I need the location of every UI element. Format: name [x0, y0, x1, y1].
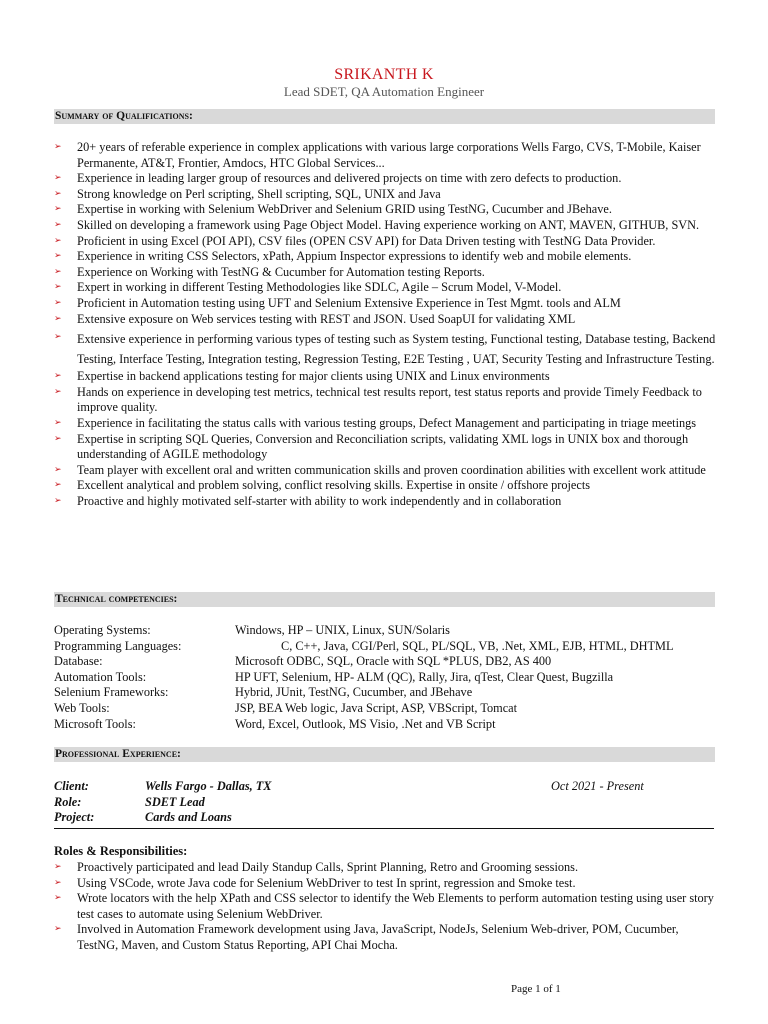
summary-item: ➢ Expertise in scripting SQL Queries, Conversion and Reconciliation scripts, validating XML logs in UNIX box and thorough understanding of AGILE methodology	[54, 432, 718, 463]
tech-label: Web Tools:	[54, 700, 110, 715]
summary-item: ➢ Hands on experience in developing test metrics, technical test results report, test status reports and provide Timely Feedback to improve quality.	[54, 385, 718, 416]
job-project-row	[54, 810, 714, 826]
client-label: Client:	[54, 779, 89, 793]
tech-row	[54, 717, 718, 733]
technical-table	[54, 623, 718, 732]
candidate-name: SRIKANTH K	[334, 66, 434, 83]
summary-item: ➢ Expertise in working with Selenium WebDriver and Selenium GRID using TestNG, Cucumber and JBehave.	[54, 202, 718, 218]
candidate-title: Lead SDET, QA Automation Engineer	[283, 84, 485, 99]
summary-item: ➢ Experience in writing CSS Selectors, xPath, Appium Inspector expressions to identify web and mobile elements.	[54, 249, 718, 265]
tech-value: Microsoft ODBC, SQL, Oracle with SQL *PLUS, DB2, AS 400	[235, 654, 552, 669]
summary-item: ➢ Extensive exposure on Web services testing with REST and JSON. Used SoapUI for validating XML	[54, 312, 718, 328]
job-dates: Oct 2021 - Present	[551, 779, 644, 793]
summary-item: ➢ Experience on Working with TestNG & Cucumber for Automation testing Reports.	[54, 265, 718, 281]
page-number: Page 1 of 1	[511, 983, 561, 995]
summary-item: ➢ Experience in leading larger group of resources and delivered projects on time with zero defects to production.	[54, 171, 718, 187]
responsibility-item: ➢ Wrote locators with the help XPath and CSS selector to identify the Web Elements to perform automation testing using user story test cases to automate using Selenium WebDriver.	[54, 891, 718, 922]
tech-label: Operating Systems:	[54, 623, 151, 637]
project-name: Cards and Loans	[145, 810, 232, 824]
technical-heading: Technical competencies:	[54, 592, 715, 607]
tech-value: Word, Excel, Outlook, MS Visio, .Net and VB Script	[235, 716, 496, 731]
tech-value: HP UFT, Selenium, HP- ALM (QC), Rally, Jira, qTest, Clear Quest, Bugzilla	[235, 669, 614, 684]
responsibility-item: ➢ Involved in Automation Framework development using Java, JavaScript, NodeJs, Selenium Web-driver, POM, Cucumber, TestNG, Maven, and Custom Status Reporting, API Chai Mocha.	[54, 922, 718, 953]
role-name: SDET Lead	[145, 794, 205, 809]
role-label: Role:	[54, 794, 82, 809]
summary-item: ➢ Team player with excellent oral and written communication skills and proven coordination abilities with excellent work attitude	[54, 463, 718, 479]
summary-item: ➢ Expert in working in different Testing Methodologies like SDLC, Agile – Scrum Model, V-Model.	[54, 280, 718, 296]
job-role-row	[54, 795, 714, 811]
tech-row	[54, 701, 718, 717]
project-label: Project:	[54, 810, 95, 824]
summary-item: ➢ Extensive experience in performing various types of testing such as System testing, Functional testing, Database testing, Backend Testing, Interface Testing, Integration testing, Regression Testing, E2E Testing , UAT, Security Testing and Infrastructure Testing.	[54, 327, 718, 369]
responsibility-item: ➢ Proactively participated and lead Daily Standup Calls, Sprint Planning, Retro and Grooming sessions.	[54, 860, 718, 876]
tech-row	[54, 623, 718, 639]
job-client-row	[54, 779, 714, 795]
summary-item: ➢ Proficient in using Excel (POI API), CSV files (OPEN CSV API) for Data Driven testing with TestNG Data Provider.	[54, 234, 718, 250]
summary-list	[54, 140, 718, 509]
tech-row	[54, 670, 718, 686]
summary-item: ➢ Expertise in backend applications testing for major clients using UNIX and Linux environments	[54, 369, 718, 385]
tech-value: JSP, BEA Web logic, Java Script, ASP, VBScript, Tomcat	[235, 700, 518, 715]
job-header	[54, 779, 714, 826]
tech-label: Programming Languages:	[54, 638, 182, 653]
tech-value: C, C++, Java, CGI/Perl, SQL, PL/SQL, VB, .Net, XML, EJB, HTML, DHTML	[281, 638, 674, 653]
tech-row	[54, 639, 718, 655]
summary-item: ➢ Skilled on developing a framework using Page Object Model. Having experience working on ANT, MAVEN, GITHUB, SVN.	[54, 218, 718, 234]
summary-item: ➢ Experience in facilitating the status calls with various testing groups, Defect Management and participating in triage meetings	[54, 416, 718, 432]
tech-label: Database:	[54, 654, 103, 669]
tech-label: Automation Tools:	[54, 669, 147, 684]
summary-heading: Summary of Qualifications:	[54, 109, 715, 124]
tech-value: Hybrid, JUnit, TestNG, Cucumber, and JBehave	[235, 685, 473, 700]
tech-label: Microsoft Tools:	[54, 716, 136, 731]
roles-title: Roles & Responsibilities:	[54, 844, 188, 858]
tech-value: Windows, HP – UNIX, Linux, SUN/Solaris	[235, 623, 450, 637]
responsibility-item: ➢ Using VSCode, wrote Java code for Selenium WebDriver to test In sprint, regression and Smoke test.	[54, 876, 718, 892]
tech-row	[54, 685, 718, 701]
summary-item: ➢ 20+ years of referable experience in complex applications with various large corporations Wells Fargo, CVS, T-Mobile, Kaiser Permanente, AT&T, Frontier, Amdocs, HTC Global Services...	[54, 140, 718, 171]
tech-row	[54, 654, 718, 670]
summary-item: ➢ Proactive and highly motivated self-starter with ability to work independently and in collaboration	[54, 494, 718, 510]
experience-heading: Professional Experience:	[54, 747, 715, 762]
summary-item: ➢ Excellent analytical and problem solving, conflict resolving skills. Expertise in onsite / offshore projects	[54, 478, 718, 494]
tech-label: Selenium Frameworks:	[54, 685, 169, 700]
responsibilities-list	[54, 860, 718, 954]
summary-item: ➢ Proficient in Automation testing using UFT and Selenium Extensive Experience in Test Mgmt. tools and ALM	[54, 296, 718, 312]
client-name: Wells Fargo - Dallas, TX	[145, 779, 272, 793]
summary-item: ➢ Strong knowledge on Perl scripting, Shell scripting, SQL, UNIX and Java	[54, 187, 718, 203]
divider	[54, 828, 714, 829]
